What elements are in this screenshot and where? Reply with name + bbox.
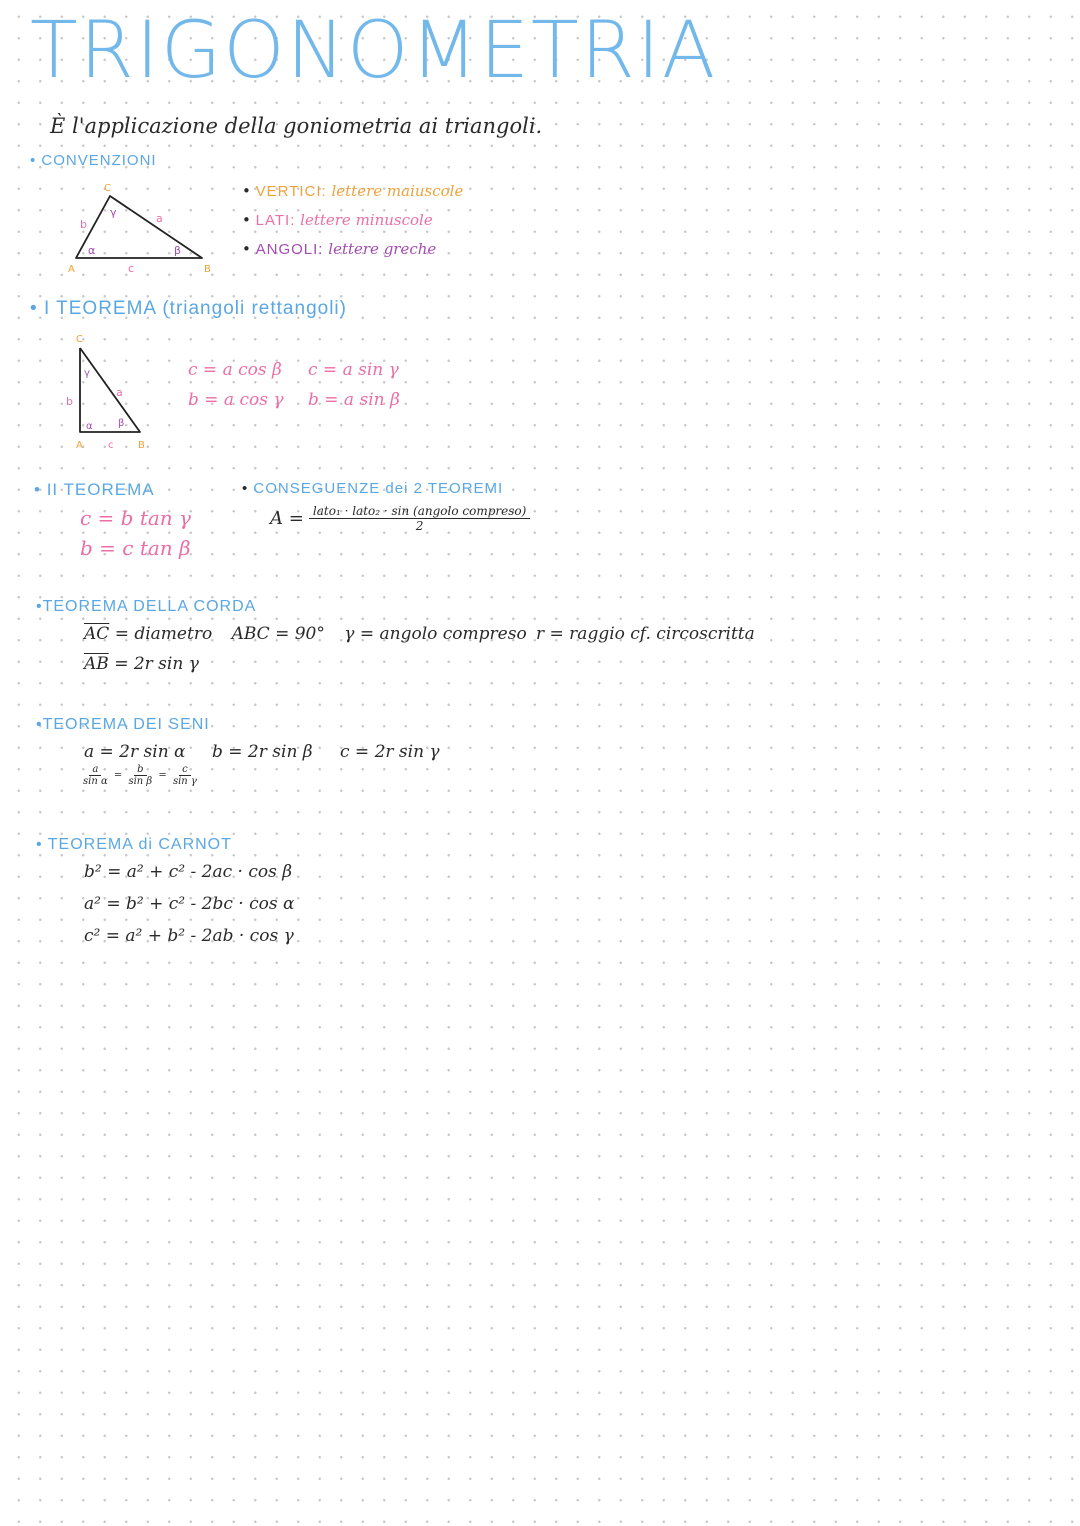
svg-text:A: A <box>76 440 83 451</box>
theorem1-heading: • I TEOREMA (triangoli rettangoli) <box>30 298 347 320</box>
conventions-triangle <box>62 180 222 280</box>
label-b: b <box>80 218 87 231</box>
carnot-heading: • TEOREMA di CARNOT <box>36 836 232 853</box>
sines-formula-c: c = 2r sin γ <box>340 742 440 762</box>
convention-lati: • LATI: lettere minuscole <box>242 211 433 229</box>
svg-text:C: C <box>76 334 83 345</box>
label-gamma: γ <box>110 206 117 219</box>
theorem2-formula-2: b = c tan β <box>80 536 191 560</box>
sines-formula-a: a = 2r sin α <box>84 742 186 762</box>
carnot-formula-2: a² = b² + c² - 2bc · cos α <box>84 894 295 914</box>
svg-text:a: a <box>116 386 123 399</box>
svg-text:γ: γ <box>84 368 90 379</box>
conventions-heading: • CONVENZIONI <box>30 152 157 169</box>
label-beta: β <box>174 244 182 257</box>
label-C: C <box>104 183 111 194</box>
theorem1-formula-4: b = a sin β <box>308 390 400 410</box>
chord-line-1: $\overline{AC}$ = diametro ABC = 90° γ = angolo compreso <box>84 624 527 644</box>
carnot-formula-3: c² = a² + b² - 2ab · cos γ <box>84 926 294 946</box>
svg-text:b: b <box>66 395 73 408</box>
carnot-formula-1: b² = a² + c² - 2ac · cos β <box>84 862 293 882</box>
svg-text:β: β <box>118 418 125 429</box>
svg-text:α: α <box>86 421 93 432</box>
label-A: A <box>68 264 75 275</box>
consequences-heading: • CONSEGUENZE dei 2 TEOREMI <box>242 480 504 497</box>
sines-ratio: $\frac{a}{\text{sin α}}$ = $\frac{b}{\text{sin β}}$ = $\frac{c}{\text{sin γ}}$ <box>83 764 197 787</box>
area-formula: A = $\frac{\text{lato₁ · lato₂ · sin (angolo compreso)}}{2}$ <box>270 504 530 533</box>
convention-angoli: • ANGOLI: lettere greche <box>242 240 437 258</box>
theorem1-formula-2: b = a cos γ <box>188 390 284 410</box>
chord-radius-note: r = raggio cf. circoscritta <box>536 624 755 644</box>
theorem2-formula-1: c = b tan γ <box>80 506 191 530</box>
intro-text: È l'applicazione della goniometria ai triangoli. <box>50 114 543 138</box>
theorem1-formula-1: c = a cos β <box>188 360 282 380</box>
theorem2-heading: • II TEOREMA <box>34 480 155 500</box>
convention-vertici: • VERTICI: lettere maiuscole <box>242 182 464 200</box>
label-B: B <box>204 264 211 275</box>
page-title: TRIGONOMETRIA <box>30 6 718 96</box>
theorem1-triangle <box>60 330 160 455</box>
sines-formula-b: b = 2r sin β <box>212 742 313 762</box>
svg-text:c: c <box>108 440 114 451</box>
label-a: a <box>156 212 163 225</box>
label-alpha: α <box>88 244 96 257</box>
label-c: c <box>128 262 135 275</box>
sines-heading: •TEOREMA DEI SENI <box>36 716 210 733</box>
svg-text:B: B <box>138 440 145 451</box>
chord-heading: •TEOREMA DELLA CORDA <box>36 598 257 615</box>
theorem1-formula-3: c = a sin γ <box>308 360 399 380</box>
chord-line-2: $\overline{AB} = 2r$ sin γ <box>84 654 199 674</box>
